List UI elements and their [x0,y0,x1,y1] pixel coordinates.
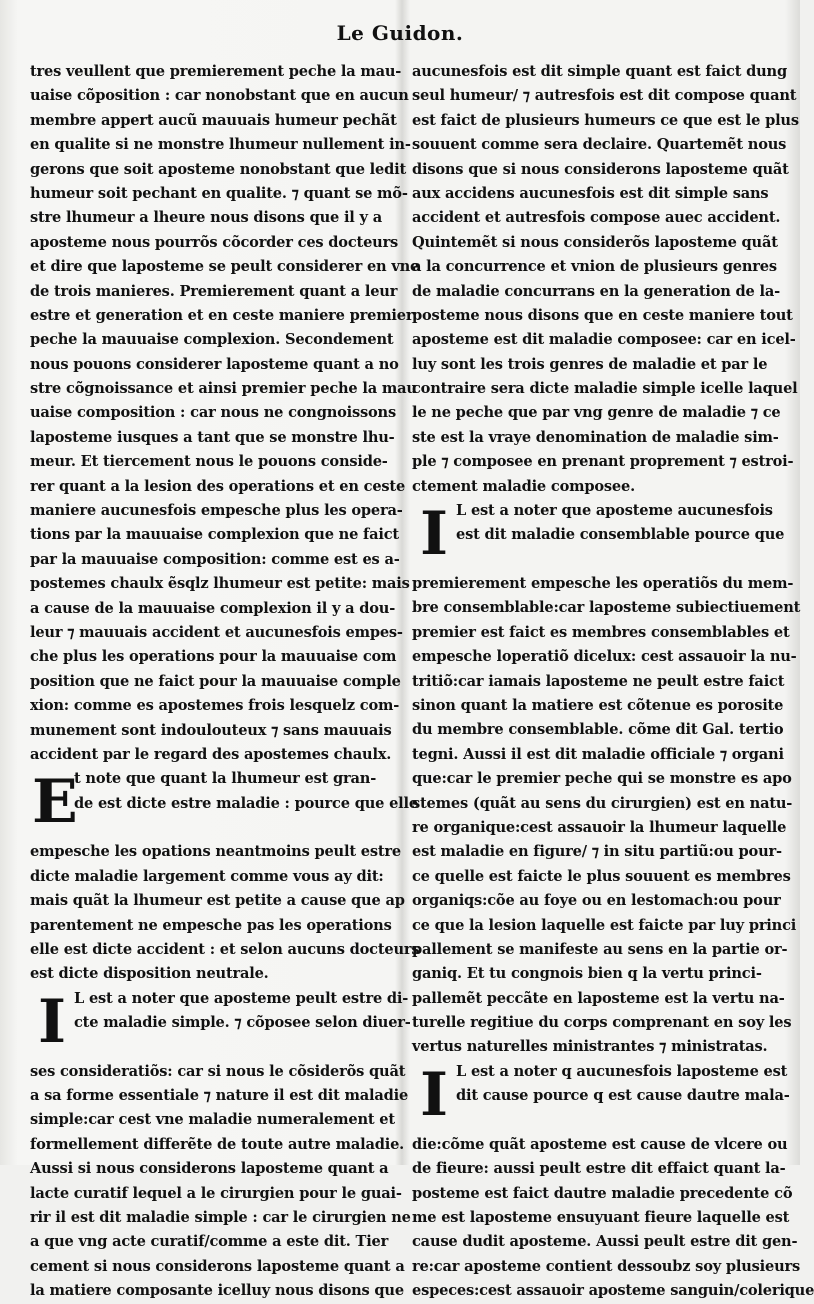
text-line: ses consideratiõs: car si nous le cõsiderõs quãt [30,1062,406,1080]
text-line: le ne peche que par vng genre de maladie ⁊ ce [412,404,781,422]
text-line: membre appert aucũ mauuais humeur pechãt [30,111,397,129]
text-line: nous pouons considerer laposteme quant a no [30,355,399,373]
left-paragraph-1 [30,60,420,767]
text-line: me est laposteme ensuyuant fieure laquelle est [412,1209,790,1227]
text-line: dicte maladie largement comme vous ay dit: [30,867,384,885]
text-line: est dicte disposition neutrale. [30,965,269,983]
text-line: parentement ne empesche pas les operations [30,916,392,934]
text-line: especes:cest assauoir aposteme sanguin/colerique [412,1282,814,1300]
text-line: maniere aucunesfois empesche plus les opera- [30,502,403,520]
text-line: seul humeur/ ⁊ autresfois est dit compose quant [412,87,797,105]
drop-capital: I [419,499,449,570]
text-line: est faict de plusieurs humeurs ce que est le plus [412,111,799,129]
text-line: ple ⁊ composee en prenant proprement ⁊ estroi- [412,453,794,471]
text-line: sinon quant la matiere est cõtenue es porosite [412,696,784,714]
text-line: et dire que laposteme se peult considerer en vne [30,258,420,276]
left-paragraph-3-opening [30,986,411,1060]
text-line: elle est dicte accident : et selon aucuns docteurs [30,940,420,958]
right-paragraph-3-opening [412,1059,790,1133]
text-line: est maladie en figure/ ⁊ in situ partiũ:ou pour- [412,843,782,861]
text-line: cte maladie simple. ⁊ cõposee selon diuer- [74,1014,411,1032]
text-line: lacte curatif lequel a le cirurgien pour le guai- [30,1184,402,1202]
text-line: empesche les opations neantmoins peult estre [30,843,401,861]
text-line: accident et autresfois compose auec accident. [412,209,781,227]
text-line: premierement empesche les operatiõs du mem- [412,575,794,593]
text-line: t note que quant la lhumeur est gran- [74,770,377,788]
text-line: la matiere composante icelluy nous disons que [30,1282,404,1300]
text-line: empesche loperatiõ dicelux: cest assauoir la nu- [412,648,797,666]
text-line: de est dicte estre maladie : pource que elle [74,794,418,812]
left-paragraph-2-opening [30,767,418,840]
text-line: aposteme nous pourrõs cõcorder ces docteurs [30,233,399,251]
text-line: organiqs:cõe au foye ou en lestomach:ou pour [412,892,781,910]
text-line: Quintemẽt si nous considerõs laposteme quãt [412,233,778,251]
text-line: a cause de la mauuaise complexion il y a dou- [30,599,396,617]
text-line: aucunesfois est dit simple quant est faict dung [412,63,787,80]
text-line: L est a noter q aucunesfois laposteme est [456,1062,788,1080]
text-line: uaise cõposition : car nonobstant que en aucun [30,87,409,105]
text-line: L est a noter que aposteme peult estre di- [74,989,409,1007]
text-line: ce que la lesion laquelle est faicte par luy princi [412,916,797,934]
text-line: souuent comme sera declaire. Quartemẽt nous [412,136,787,154]
text-line: contraire sera dicte maladie simple icelle laquel [412,380,798,398]
text-line: L est a noter que aposteme aucunesfois [456,502,773,520]
text-line: de trois manieres. Premierement quant a leur [30,282,398,300]
left-paragraph-3-rest [30,1060,411,1304]
text-line: uaise composition : car nous ne congnoissons [30,404,396,422]
text-line: leur ⁊ mauuais accident et aucunesfois empes- [30,623,403,641]
text-line: re:car aposteme contient dessoubz soy plusieurs [412,1257,801,1275]
text-line: gerons que soit aposteme nonobstant que ledit [30,160,406,178]
right-column [412,60,814,1300]
text-line: disons que si nous considerons laposteme quãt [412,160,789,178]
text-line: laposteme iusques a tant que se monstre lhu- [30,428,395,446]
text-line: formellement differẽte de toute autre maladie. [30,1135,405,1153]
text-line: aposteme est dit maladie composee: car en icel- [412,331,796,349]
drop-capital: E [32,767,78,838]
text-line: ste est la vraye denomination de maladie sim- [412,428,779,446]
text-line: a la concurrence et vnion de plusieurs genres [412,258,777,276]
text-line: stemes (quãt au sens du cirurgien) est en natu- [412,794,793,812]
text-line: munement sont indoulouteux ⁊ sans mauuais [30,721,392,739]
text-line: ce quelle est faicte le plus souuent es membres [412,867,791,885]
text-line: estre et generation et en ceste maniere premier [30,306,414,324]
text-line: postemes chaulx ẽsqlz lhumeur est petite: mais [30,575,410,593]
running-header: Le Guidon. [336,21,464,45]
text-line: de maladie concurrans en la generation de la- [412,282,780,300]
text-line: tres veullent que premierement peche la mau- [30,63,402,80]
text-line: pallement se manifeste au sens en la partie or- [412,940,788,958]
text-line: par la mauuaise composition: comme est es a- [30,550,400,568]
text-line: rir il est dit maladie simple : car le cirurgien ne [30,1209,411,1227]
text-line: stre cõgnoissance et ainsi premier peche la mau [30,380,417,398]
text-line: cement si nous considerons laposteme quant a [30,1257,405,1275]
text-line: mais quãt la lhumeur est petite a cause que ap [30,892,405,910]
text-line: Aussi si nous considerons laposteme quant a [30,1160,389,1178]
text-line: bre consemblable:car laposteme subiectiuement [412,599,801,617]
right-paragraph-2-rest [412,572,801,1060]
text-line: meur. Et tiercement nous le pouons conside- [30,453,388,471]
drop-capital: I [37,986,67,1057]
text-line: ctement maladie composee. [412,477,635,495]
right-paragraph-2-opening [412,499,785,572]
text-line: tions par la mauuaise complexion que ne faict [30,526,399,544]
text-line: simple:car cest vne maladie numeralement et [30,1111,395,1129]
drop-capital: I [419,1059,449,1130]
text-line: a sa forme essentiale ⁊ nature il est dit maladie [30,1087,409,1105]
text-line: en qualite si ne monstre lhumeur nullement in- [30,136,411,154]
left-paragraph-2-rest [30,840,420,986]
text-line: du membre consemblable. cõme dit Gal. tertio [412,721,784,739]
text-line: ganiq. Et tu congnois bien q la vertu princi- [412,965,762,983]
text-line: rer quant a la lesion des operations et en ceste [30,477,406,495]
text-line: tritiõ:car iamais laposteme ne peult estre faict [412,672,785,690]
text-line: re organique:cest assauoir la lhumeur laquelle [412,818,787,836]
right-paragraph-3-rest [412,1133,814,1304]
text-line: turelle regitiue du corps comprenant en soy les [412,1014,792,1032]
text-line: posteme nous disons que en ceste maniere tout [412,306,793,324]
text-line: aux accidens aucunesfois est dit simple sans [412,184,769,202]
text-line: a que vng acte curatif/comme a este dit. Tier [30,1233,389,1251]
left-column [30,60,420,1300]
text-line: vertus naturelles ministrantes ⁊ ministratas. [412,1038,768,1056]
text-line: est dit maladie consemblable pource que [456,526,785,544]
text-line: que:car le premier peche qui se monstre es apo [412,770,792,788]
text-line: tegni. Aussi il est dit maladie officiale ⁊ organi [412,745,784,763]
text-line: pallemẽt peccãte en laposteme est la vertu na- [412,989,785,1007]
text-line: die:cõme quãt aposteme est cause de vlcere ou [412,1135,788,1153]
text-line: position que ne faict pour la mauuaise comple [30,672,401,690]
text-line: humeur soit pechant en qualite. ⁊ quant se mõ- [30,184,408,202]
text-line: che plus les operations pour la mauuaise com [30,648,397,666]
text-line: luy sont les trois genres de maladie et par le [412,355,768,373]
text-line: xion: comme es apostemes frois lesquelz com- [30,697,400,715]
text-line: stre lhumeur a lheure nous disons que il y a [30,209,382,227]
text-line: dit cause pource q est cause dautre mala- [456,1087,790,1105]
right-paragraph-1 [412,60,799,499]
text-line: peche la mauuaise complexion. Secondement [30,331,394,349]
text-line: accident par le regard des apostemes chaulx. [30,745,392,763]
text-line: posteme est faict dautre maladie precedente cõ [412,1184,793,1202]
text-line: de fieure: aussi peult estre dit effaict quant la- [412,1160,786,1178]
text-line: cause dudit aposteme. Aussi peult estre dit gen- [412,1233,798,1251]
text-line: premier est faict es membres consemblables et [412,623,790,641]
